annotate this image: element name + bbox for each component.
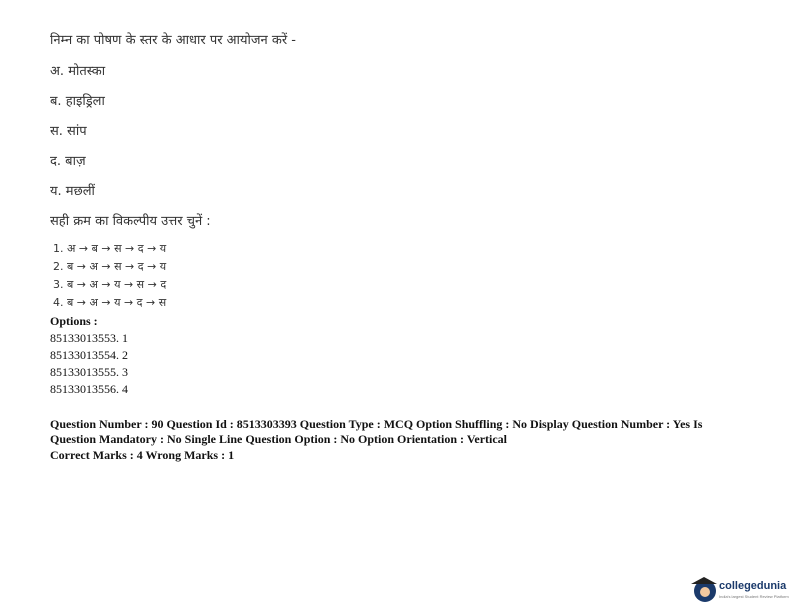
question-meta-line2: Question Mandatory : No Single Line Question Option : No Option Orientation : Vertical xyxy=(50,432,508,446)
question-item-d: द. बाज़ xyxy=(50,154,86,169)
question-instruction: सही क्रम का विकल्पीय उत्तर चुनें : xyxy=(50,214,211,229)
option-id-4: 85133013556. 4 xyxy=(50,382,128,396)
graduation-cap-icon xyxy=(691,577,717,584)
choice-1: 1. अ → ब → स → द → य xyxy=(53,242,167,255)
options-heading: Options : xyxy=(50,314,98,328)
option-id-3: 85133013555. 3 xyxy=(50,365,128,379)
question-item-a: अ. मोतस्का xyxy=(50,64,106,79)
question-prompt: निम्न का पोषण के स्तर के आधार पर आयोजन करें - xyxy=(50,33,296,48)
choice-4: 4. ब → अ → य → द → स xyxy=(53,296,167,309)
logo-name: collegedunia xyxy=(719,580,787,592)
collegedunia-logo xyxy=(690,576,789,606)
choice-2: 2. ब → अ → स → द → य xyxy=(53,260,167,273)
option-id-1: 85133013553. 1 xyxy=(50,331,128,345)
choice-3: 3. ब → अ → य → स → द xyxy=(53,278,167,291)
option-id-2: 85133013554. 2 xyxy=(50,348,128,362)
question-meta-line3: Correct Marks : 4 Wrong Marks : 1 xyxy=(50,448,235,462)
logo-tagline: India's largest Student Review Platform xyxy=(719,594,789,599)
face-icon xyxy=(700,587,710,597)
question-item-b: ब. हाइड्रिला xyxy=(50,94,105,109)
question-item-s: स. सांप xyxy=(50,124,87,139)
question-meta-line1: Question Number : 90 Question Id : 8513303393 Question Type : MCQ Option Shuffling : No Display Question Number : Yes Is xyxy=(50,417,703,431)
question-item-y: य. मछलीं xyxy=(50,184,95,199)
